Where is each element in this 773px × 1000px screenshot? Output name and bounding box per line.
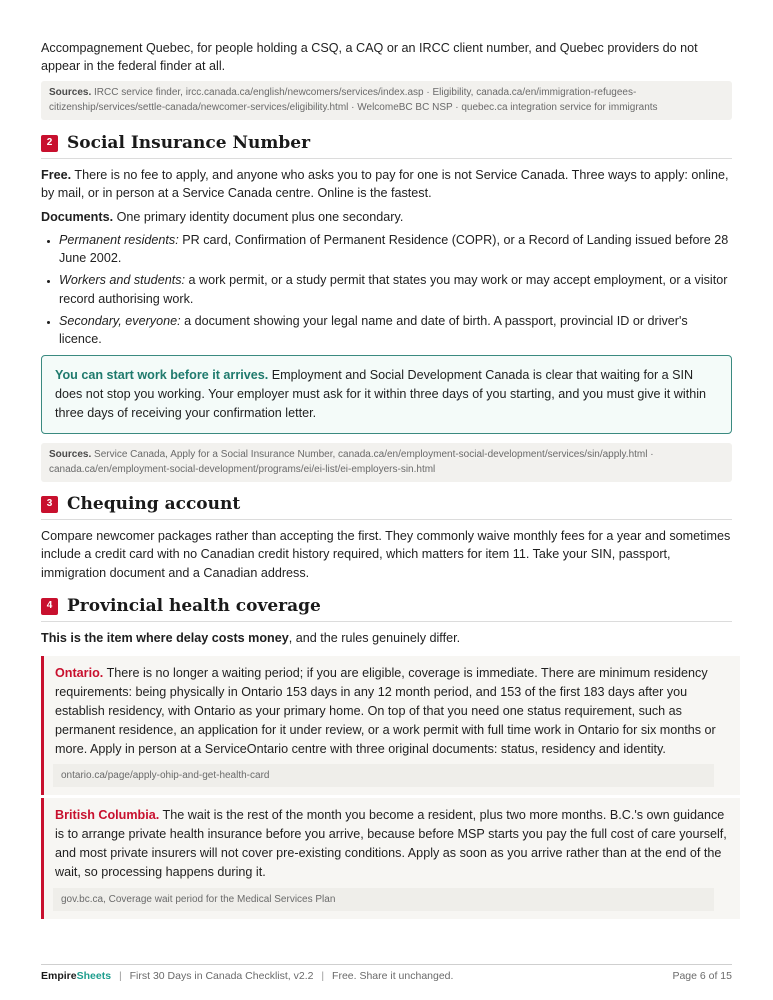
page-number: Page 6 of 15 — [672, 970, 732, 982]
province-text: There is no longer a waiting period; if you are eligible, coverage is immediate. There are minimum residency requirements: being physically in Ontario 153 days in any 12 month period, and 153 of the first 183 days after you establish residency, with Ontario as your primary home. On top of that you need one status requirement, such as permanent residence, an application for it under review, or a work permit with full time work in Ontario for six months or more. Apply in person at a ServiceOntario centre with three original documents: status, residency and identity. — [55, 666, 716, 756]
health-lead: This is the item where delay costs money — [41, 631, 289, 645]
sin-documents-list — [41, 231, 732, 349]
sources-label: Sources. — [49, 87, 92, 98]
province-card-ontario — [41, 656, 740, 795]
sources-box — [41, 443, 732, 482]
footer-doc-title: First 30 Days in Canada Checklist, v2.2 — [129, 970, 314, 982]
list-item: • Permanent residents: PR card, Confirmation of Permanent Residence (COPR), or a Record of Landing issued before 28 June 2002. — [59, 231, 732, 268]
province-source: gov.bc.ca, Coverage wait period for the Medical Services Plan — [53, 888, 714, 911]
sin-docs-text: One primary identity document plus one secondary. — [116, 209, 404, 224]
health-lead-rest: , and the rules genuinely differ. — [288, 631, 461, 645]
sources-label: Sources. — [49, 449, 92, 460]
province-source: ontario.ca/page/apply-ohip-and-get-health-card — [53, 764, 714, 787]
footer-separator: | — [118, 970, 122, 982]
section-heading-sin — [41, 130, 732, 159]
sin-free-paragraph — [41, 166, 732, 203]
section-title: Chequing account — [67, 493, 241, 514]
section-number-badge: 4 — [41, 598, 58, 615]
sin-callout — [41, 355, 732, 434]
brand-name-a: Empire — [41, 970, 77, 982]
list-item: • Workers and students: a work permit, or a study permit that states you may work or may accept employment, or a visitor record authorising work. — [59, 271, 732, 308]
callout-text: Employment and Social Development Canada is clear that waiting for a SIN does not stop you working. Your employer must ask for it within three days of you starting, and you must give it within three days of receiving your confirmation letter. — [55, 368, 707, 420]
footer-left — [41, 969, 453, 984]
sin-free-lead: Free. — [41, 168, 72, 182]
sin-docs-lead: Documents. — [41, 209, 114, 224]
sin-free-text: There is no fee to apply, and anyone who asks you to pay for one is not Service Canada. Three ways to apply: online, by mail, or in person at a Service Canada centre. Online is the fastest. — [41, 168, 729, 201]
callout-lead: You can start work before it arrives. — [55, 368, 269, 382]
chequing-paragraph: Compare newcomer packages rather than accepting the first. They commonly waive monthly fees for a year and sometimes include a credit card with no Canadian credit history required, which matters for item 11. Take your SIN, passport, immigration document and a Canadian address. — [41, 529, 731, 580]
province-name: Ontario. — [55, 666, 104, 680]
intro-paragraph: Accompagnement Quebec, for people holding a CSQ, a CAQ or an IRCC client number, and Quebec providers do not appear in the federal finder at all. — [41, 41, 698, 74]
province-text: The wait is the rest of the month you become a resident, plus two more months. B.C.'s own guidance is to arrange private health insurance before you arrive, because before MSP starts you pay the full cost of care yourself, and most private insurers will not cover pre-existing conditions. Apply as soon as you arrive rather than at the end of the wait, so processing happens during it. — [55, 808, 727, 879]
sources-box — [41, 81, 732, 120]
province-card-bc — [41, 798, 740, 919]
section-title: Provincial health coverage — [67, 595, 321, 616]
footer-separator: | — [321, 970, 325, 982]
brand-name-b: Sheets — [76, 970, 112, 982]
section-number-badge: 2 — [41, 135, 58, 152]
sources-text: Service Canada, Apply for a Social Insurance Number, canada.ca/en/employment-social-development/services/sin/apply.html · canada.ca/en/employment-social-development/programs/ei/ei-list/ei-employers-sin.html — [49, 449, 654, 475]
list-item: • Secondary, everyone: a document showing your legal name and date of birth. A passport, provincial ID or driver's licence. — [59, 312, 732, 349]
sources-text: IRCC service finder, ircc.canada.ca/english/newcomers/services/index.asp · Eligibility, canada.ca/en/immigration-refugees-citizenship/services/settle-canada/newcomer-services/eligibility.html · WelcomeBC BC NSP · quebec.ca integration service for immigrants — [49, 87, 658, 113]
section-heading-health — [41, 593, 732, 622]
section-title: Social Insurance Number — [67, 132, 311, 153]
province-name: British Columbia. — [55, 808, 160, 822]
sin-body — [41, 166, 732, 371]
footer-note: Free. Share it unchanged. — [332, 970, 454, 982]
health-intro — [41, 629, 732, 647]
section-heading-chequing — [41, 491, 732, 520]
page-footer — [41, 964, 732, 984]
section-number-badge: 3 — [41, 496, 58, 513]
sin-documents-paragraph — [41, 208, 732, 226]
